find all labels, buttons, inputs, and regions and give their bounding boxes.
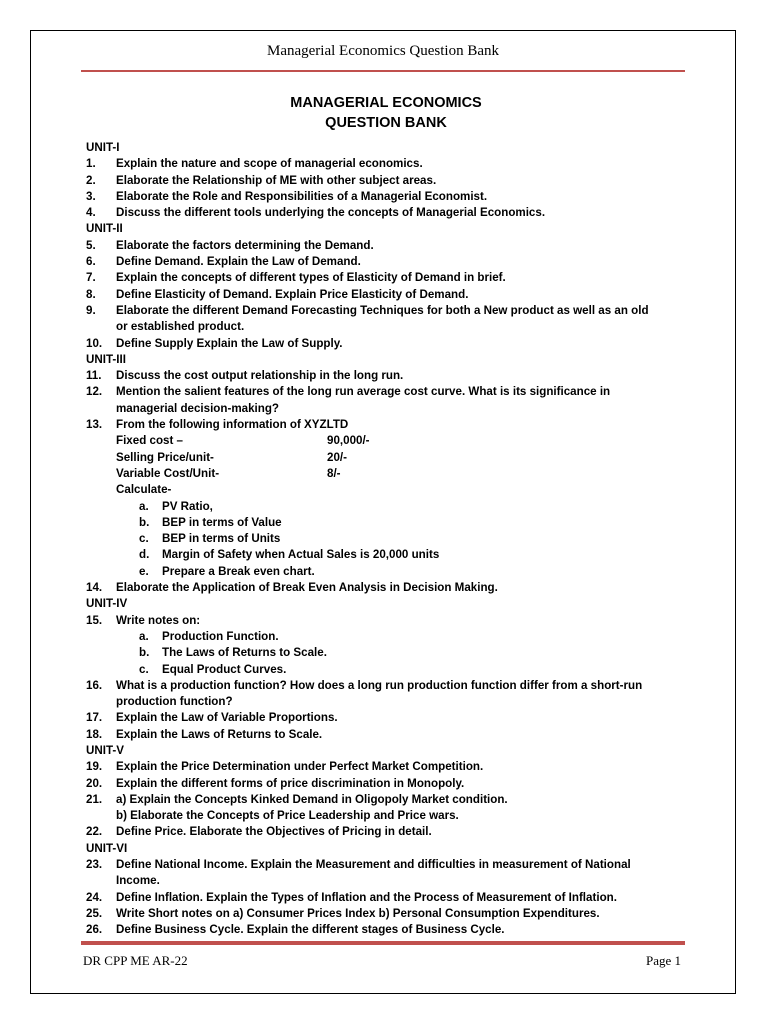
sub-item — [86, 499, 686, 515]
question-text: From the following information of XYZLTD — [116, 418, 349, 432]
question-number: 19. — [86, 760, 103, 774]
data-row-fixed-cost — [86, 433, 686, 449]
sub-item-text: BEP in terms of Units — [162, 532, 281, 546]
question — [86, 368, 686, 384]
question-number: 25. — [86, 906, 103, 920]
question-text: Elaborate the Application of Break Even Analysis in Decision Making. — [116, 581, 498, 595]
page-border — [30, 30, 736, 994]
question-text: Explain the concepts of different types of Elasticity of Demand in brief. — [116, 271, 506, 285]
question-number: 18. — [86, 727, 103, 741]
sub-item — [86, 515, 686, 531]
question-text: a) Explain the Concepts Kinked Demand in Oligopoly Market condition. — [116, 792, 508, 806]
sub-item-text: The Laws of Returns to Scale. — [162, 646, 327, 660]
question — [86, 417, 686, 433]
sub-item — [86, 662, 686, 678]
question-text: Explain the Laws of Returns to Scale. — [116, 727, 323, 741]
sub-item — [86, 531, 686, 547]
sub-item-text: Production Function. — [162, 629, 279, 643]
unit-heading: UNIT-II — [86, 222, 123, 236]
question-number: 11. — [86, 369, 102, 383]
question-number: 6. — [86, 255, 96, 269]
unit-heading: UNIT-III — [86, 352, 126, 366]
question-text: Define Inflation. Explain the Types of Inflation and the Process of Measurement of Inflation. — [116, 890, 617, 904]
sub-item — [86, 547, 686, 563]
question-text: Write notes on: — [116, 613, 201, 627]
question-number: 10. — [86, 336, 103, 350]
question-number: 15. — [86, 613, 103, 627]
question — [86, 189, 686, 205]
question-number: 13. — [86, 418, 103, 432]
sub-item-letter: b. — [139, 646, 150, 660]
question-text: Explain the different forms of price discrimination in Monopoly. — [116, 776, 465, 790]
question — [86, 906, 686, 922]
question-number: 22. — [86, 825, 103, 839]
question — [86, 678, 686, 711]
question-text: Explain the Price Determination under Perfect Market Competition. — [116, 760, 484, 774]
question-number: 2. — [86, 173, 96, 187]
question-text-cont: production function? — [116, 695, 233, 709]
question — [86, 336, 686, 352]
question-number: 1. — [86, 157, 96, 171]
question — [86, 205, 686, 221]
question — [86, 303, 686, 336]
question-text: What is a production function? How does a long run production function differ from a short-run — [116, 678, 643, 692]
unit-heading: UNIT-V — [86, 743, 125, 757]
question-number: 12. — [86, 385, 103, 399]
question-text: Elaborate the Relationship of ME with other subject areas. — [116, 173, 437, 187]
question-number: 9. — [86, 303, 96, 317]
question-text: Explain the Law of Variable Proportions. — [116, 711, 338, 725]
unit-heading: UNIT-I — [86, 141, 120, 154]
question — [86, 580, 686, 596]
question-number: 23. — [86, 858, 103, 872]
footer-doc-code: DR CPP ME AR-22 — [83, 953, 188, 968]
sub-item-letter: d. — [139, 548, 150, 562]
question — [86, 857, 686, 890]
question-number: 24. — [86, 890, 103, 904]
sub-item — [86, 564, 686, 580]
sub-item-text: Equal Product Curves. — [162, 662, 287, 676]
question — [86, 613, 686, 629]
data-value: 20/- — [327, 450, 347, 464]
question-number: 7. — [86, 271, 96, 285]
question-number: 26. — [86, 923, 103, 937]
question-number: 4. — [86, 206, 96, 220]
sub-item-letter: a. — [139, 499, 149, 513]
data-label: Variable Cost/Unit- — [116, 466, 220, 480]
question-text: Define Price. Elaborate the Objectives of Pricing in detail. — [116, 825, 432, 839]
question — [86, 710, 686, 726]
data-row-variable-cost — [86, 466, 686, 482]
question — [86, 922, 686, 938]
question-number: 8. — [86, 287, 96, 301]
question-bank-body — [86, 93, 686, 939]
question-number: 16. — [86, 678, 103, 692]
question-text-cont: b) Elaborate the Concepts of Price Leadership and Price wars. — [116, 809, 459, 823]
sub-item-letter: c. — [139, 662, 149, 676]
question — [86, 384, 686, 417]
sub-item-text: Prepare a Break even chart. — [162, 564, 315, 578]
question-text: Discuss the cost output relationship in the long run. — [116, 369, 404, 383]
question-text: Elaborate the Role and Responsibilities of a Managerial Economist. — [116, 189, 488, 203]
question — [86, 270, 686, 286]
question-text: Define National Income. Explain the Measurement and difficulties in measurement of National — [116, 858, 631, 872]
question — [86, 254, 686, 270]
data-row-selling-price — [86, 450, 686, 466]
question-text-cont: managerial decision-making? — [116, 401, 280, 415]
sub-item-letter: c. — [139, 532, 149, 546]
question-number: 20. — [86, 776, 103, 790]
sub-item-text: BEP in terms of Value — [162, 515, 282, 529]
question — [86, 238, 686, 254]
data-value: 8/- — [327, 466, 341, 480]
data-label: Selling Price/unit- — [116, 450, 214, 464]
question — [86, 792, 686, 825]
question-text: Define Elasticity of Demand. Explain Price Elasticity of Demand. — [116, 287, 469, 301]
sub-item-letter: a. — [139, 629, 149, 643]
question — [86, 727, 686, 743]
calculate-label: Calculate- — [116, 483, 172, 497]
question — [86, 759, 686, 775]
question — [86, 776, 686, 792]
sub-item-text: Margin of Safety when Actual Sales is 20,000 units — [162, 548, 440, 562]
question-number: 17. — [86, 711, 103, 725]
doc-title-line1: MANAGERIAL ECONOMICS — [290, 95, 482, 111]
sub-item-text: PV Ratio, — [162, 499, 213, 513]
question-text: Define Business Cycle. Explain the different stages of Business Cycle. — [116, 923, 505, 937]
unit-heading: UNIT-VI — [86, 841, 128, 855]
running-header: Managerial Economics Question Bank — [266, 43, 500, 59]
question-number: 3. — [86, 189, 96, 203]
question — [86, 173, 686, 189]
question-text: Define Demand. Explain the Law of Demand. — [116, 255, 361, 269]
question-text-cont: Income. — [116, 874, 160, 888]
header-rule — [81, 70, 685, 72]
question — [86, 156, 686, 172]
sub-item — [86, 645, 686, 661]
question-text: Discuss the different tools underlying the concepts of Managerial Economics. — [116, 206, 546, 220]
question-text: Elaborate the different Demand Forecasting Techniques for both a New product as well as an old — [116, 303, 649, 317]
question-text: Elaborate the factors determining the Demand. — [116, 238, 374, 252]
question-text-cont: or established product. — [116, 320, 245, 334]
unit-heading: UNIT-IV — [86, 597, 128, 611]
question — [86, 824, 686, 840]
question — [86, 890, 686, 906]
question-text: Define Supply Explain the Law of Supply. — [116, 336, 343, 350]
footer-rule — [81, 941, 685, 945]
question-text: Explain the nature and scope of managerial economics. — [116, 157, 423, 171]
question-number: 5. — [86, 238, 96, 252]
page-number: Page 1 — [645, 953, 681, 968]
question — [86, 287, 686, 303]
question-number: 21. — [86, 792, 103, 806]
data-label: Fixed cost – — [116, 434, 184, 448]
question-number: 14. — [86, 581, 103, 595]
sub-item-letter: e. — [139, 564, 149, 578]
doc-title-line2: QUESTION BANK — [325, 115, 447, 131]
question-text: Mention the salient features of the long run average cost curve. What is its significance in — [116, 385, 611, 399]
data-value: 90,000/- — [327, 434, 370, 448]
sub-item — [86, 629, 686, 645]
sub-item-letter: b. — [139, 515, 150, 529]
question-text: Write Short notes on a) Consumer Prices Index b) Personal Consumption Expenditures. — [116, 906, 600, 920]
